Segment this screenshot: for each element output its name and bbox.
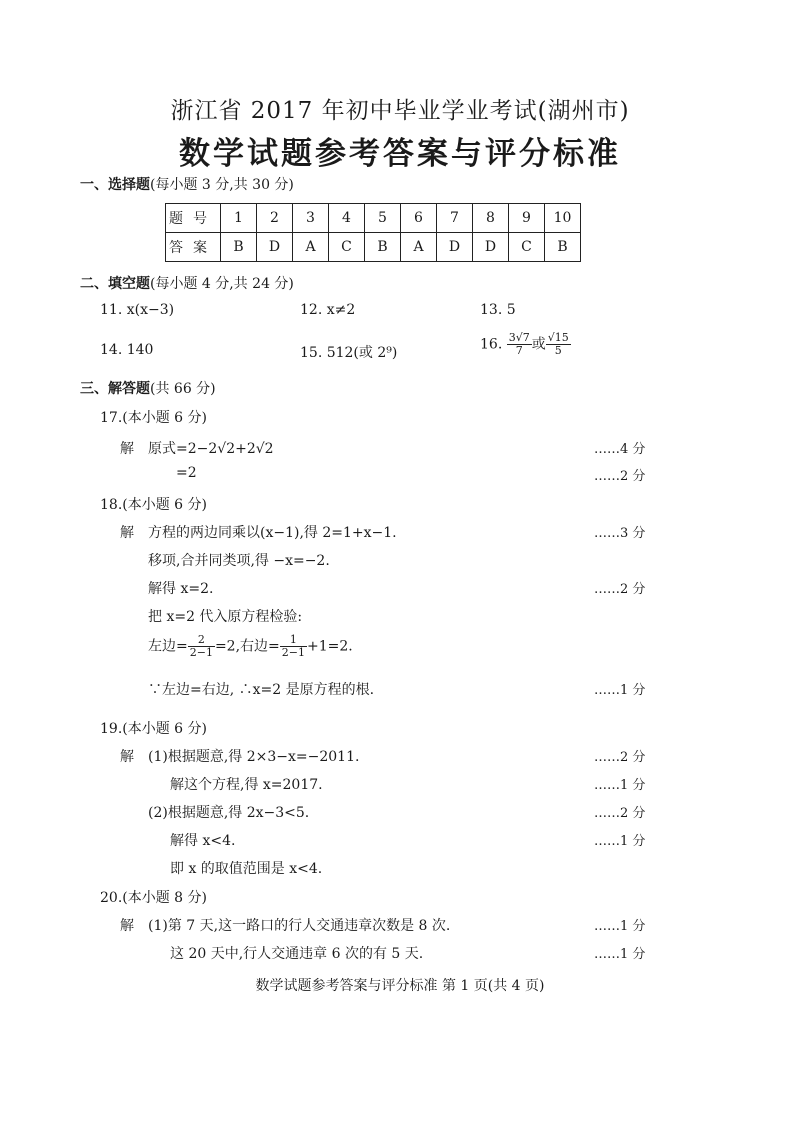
q20-score-2: ……1 分 <box>594 947 646 962</box>
answer-table-cell: 8 <box>473 204 509 233</box>
q20-step-1: (1)第 7 天,这一路口的行人交通违章次数是 8 次. <box>148 918 451 934</box>
answer-table-cell: 5 <box>365 204 401 233</box>
q17-score-2: ……2 分 <box>594 469 646 484</box>
answer-table-cell: D <box>437 233 473 262</box>
q19-score-1: ……2 分 <box>594 750 646 765</box>
answer-table-row-numbers <box>166 204 581 233</box>
answer-q11: 11. x(x−3) <box>100 302 175 318</box>
right-side-label: =2,右边= <box>214 638 280 655</box>
answer-table-cell: 6 <box>401 204 437 233</box>
q18-step-6: ∵左边=右边, ∴x=2 是原方程的根. <box>148 682 375 698</box>
q19-score-2: ……1 分 <box>594 778 646 793</box>
answer-table-cell: 9 <box>509 204 545 233</box>
q17-solution-label: 解 <box>120 441 134 457</box>
fraction-numerator: 2 <box>188 634 215 647</box>
fraction-numerator: 1 <box>280 634 307 647</box>
answer-q13: 13. 5 <box>480 302 516 318</box>
answer-table-cell: 3 <box>293 204 329 233</box>
section-1-heading <box>80 174 294 194</box>
answer-q16 <box>480 332 571 357</box>
answer-table-cell: D <box>257 233 293 262</box>
section-1-note: (每小题 3 分,共 30 分) <box>150 177 294 193</box>
fraction-numerator: 3√7 <box>508 331 530 344</box>
answer-table-cell: 4 <box>329 204 365 233</box>
q18-step-3: 解得 x=2. <box>148 581 214 597</box>
answer-table-row-answers <box>166 233 581 262</box>
q19-score-4: ……1 分 <box>594 834 646 849</box>
q18-solution-label: 解 <box>120 525 134 541</box>
q18-step-4: 把 x=2 代入原方程检验: <box>148 609 303 625</box>
answer-table-cell: B <box>221 233 257 262</box>
answer-q15: 15. 512(或 2⁹) <box>300 345 398 361</box>
answer-table-cell: A <box>401 233 437 262</box>
answer-table-cell: A <box>293 233 329 262</box>
section-2-note: (每小题 4 分,共 24 分) <box>150 276 294 292</box>
q18-step-1: 方程的两边同乘以(x−1),得 2=1+x−1. <box>148 525 397 541</box>
q17-step-2: =2 <box>176 465 197 481</box>
answer-table-cell: 2 <box>257 204 293 233</box>
right-side-result: +1=2. <box>307 638 353 655</box>
answer-table <box>165 203 581 262</box>
fraction-denominator: 7 <box>515 344 523 357</box>
fraction-numerator: √15 <box>547 331 569 344</box>
section-2-heading <box>80 273 294 293</box>
fraction-denominator: 2−1 <box>281 646 305 659</box>
left-side-label: 左边= <box>148 638 188 655</box>
q18-score-1: ……3 分 <box>594 526 646 541</box>
answer-table-cell: B <box>365 233 401 262</box>
section-3-title: 三、解答题 <box>80 381 150 397</box>
answer-table-header-number: 题号 <box>166 204 221 233</box>
page-footer: 数学试题参考答案与评分标准 第 1 页(共 4 页) <box>255 978 545 994</box>
answer-table-cell: 1 <box>221 204 257 233</box>
section-3-note: (共 66 分) <box>150 381 216 397</box>
q18-heading: 18.(本小题 6 分) <box>100 497 207 513</box>
answer-table-cell: D <box>473 233 509 262</box>
q17-heading: 17.(本小题 6 分) <box>100 410 207 426</box>
q19-solution-label: 解 <box>120 749 134 765</box>
q17-score-1: ……4 分 <box>594 442 646 457</box>
q20-heading: 20.(本小题 8 分) <box>100 890 207 906</box>
answer-table-cell: 7 <box>437 204 473 233</box>
answer-table-cell: 10 <box>545 204 581 233</box>
section-3-heading <box>80 378 216 398</box>
or-text: 或 <box>531 336 546 353</box>
fraction-3root7-over-7 <box>507 332 532 357</box>
q20-score-1: ……1 分 <box>594 919 646 934</box>
answer-q14: 14. 140 <box>100 342 154 358</box>
fraction-2-over-2-minus-1 <box>188 634 215 659</box>
q19-step-4: 解得 x<4. <box>170 833 236 849</box>
answer-table-cell: C <box>509 233 545 262</box>
fraction-denominator: 2−1 <box>189 646 213 659</box>
answer-table-cell: B <box>545 233 581 262</box>
q19-step-1: (1)根据题意,得 2×3−x=−2011. <box>148 749 360 765</box>
fraction-1-over-2-minus-1 <box>280 634 307 659</box>
q18-step-2: 移项,合并同类项,得 −x=−2. <box>148 553 330 569</box>
q18-step-5 <box>148 634 353 659</box>
q18-score-3: ……2 分 <box>594 582 646 597</box>
q19-step-3: (2)根据题意,得 2x−3<5. <box>148 805 310 821</box>
q20-step-2: 这 20 天中,行人交通违章 6 次的有 5 天. <box>170 946 424 962</box>
q20-solution-label: 解 <box>120 918 134 934</box>
section-2-title: 二、填空题 <box>80 276 150 292</box>
q19-step-5: 即 x 的取值范围是 x<4. <box>170 861 323 877</box>
q19-score-3: ……2 分 <box>594 806 646 821</box>
fraction-root15-over-5 <box>546 332 571 357</box>
answer-table-header-answer: 答案 <box>166 233 221 262</box>
document-title: 数学试题参考答案与评分标准 <box>179 136 621 172</box>
q19-heading: 19.(本小题 6 分) <box>100 721 207 737</box>
answer-q16-number: 16. <box>480 336 503 353</box>
answer-table-cell: C <box>329 233 365 262</box>
q19-step-2: 解这个方程,得 x=2017. <box>170 777 323 793</box>
q18-score-6: ……1 分 <box>594 683 646 698</box>
document-subtitle: 浙江省 2017 年初中毕业学业考试(湖州市) <box>170 98 630 124</box>
fraction-denominator: 5 <box>554 344 562 357</box>
q17-step-1: 原式=2−2√2+2√2 <box>148 441 274 457</box>
answer-q12: 12. x≠2 <box>300 302 356 318</box>
section-1-title: 一、选择题 <box>80 177 150 193</box>
